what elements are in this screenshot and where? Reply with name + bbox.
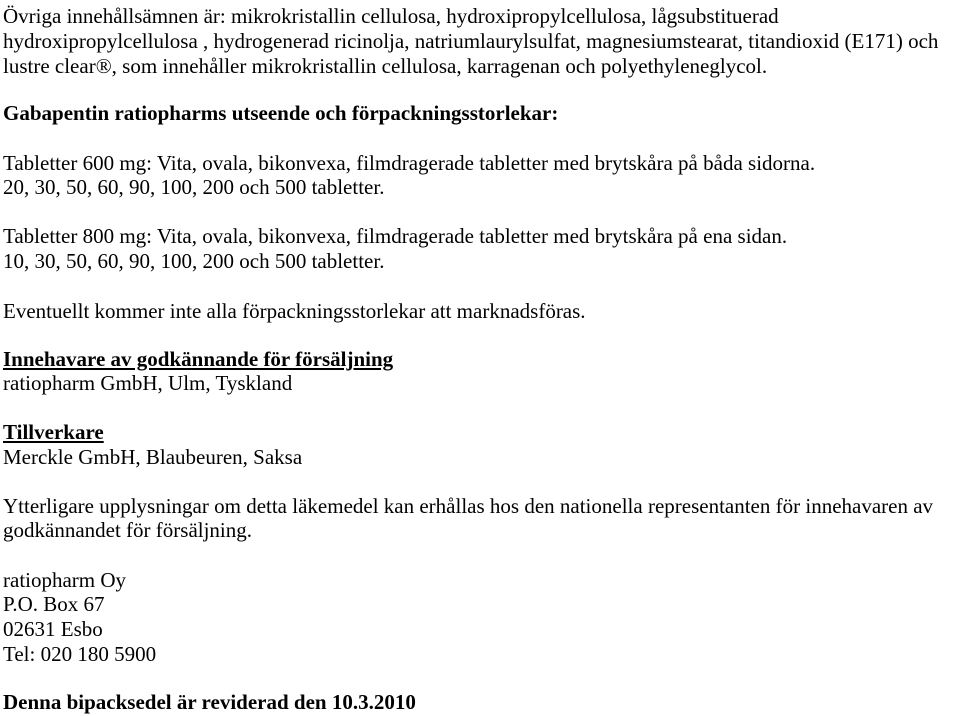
tablet-800-description: Tabletter 800 mg: Vita, ovala, bikonvexa, filmdragerade tabletter med brytskåra på ena sidan.: [3, 224, 788, 248]
manufacturer-heading: Tillverkare: [3, 420, 104, 444]
appearance-heading: Gabapentin ratiopharms utseende och förpackningsstorlekar:: [3, 101, 559, 125]
manufacturer-text: Merckle GmbH, Blaubeuren, Saksa: [3, 445, 303, 469]
info-line: godkännandet för försäljning.: [3, 518, 253, 542]
ingredients-line: Övriga innehållsämnen är: mikrokristallin cellulosa, hydroxipropylcellulosa, lågsubstituerad: [3, 4, 779, 28]
holder-text: ratiopharm GmbH, Ulm, Tyskland: [3, 371, 293, 395]
address-city: 02631 Esbo: [3, 617, 103, 641]
address-name: ratiopharm Oy: [3, 568, 127, 592]
ingredients-line: lustre clear®, som innehåller mikrokristallin cellulosa, karragenan och polyethyleneglycol.: [3, 54, 768, 78]
ingredients-line: hydroxipropylcellulosa , hydrogenerad ricinolja, natriumlaurylsulfat, magnesiumstearat, titandioxid (E171) och: [3, 29, 939, 53]
address-phone: Tel: 020 180 5900: [3, 642, 157, 666]
tablet-600-description: Tabletter 600 mg: Vita, ovala, bikonvexa, filmdragerade tabletter med brytskåra på båda sidorna.: [3, 151, 816, 175]
tablet-800-pack-sizes: 10, 30, 50, 60, 90, 100, 200 och 500 tabletter.: [3, 249, 385, 273]
holder-heading: Innehavare av godkännande för försäljning: [3, 347, 394, 371]
address-box: P.O. Box 67: [3, 592, 105, 616]
marketing-note: Eventuellt kommer inte alla förpackningsstorlekar att marknadsföras.: [3, 299, 586, 323]
tablet-600-pack-sizes: 20, 30, 50, 60, 90, 100, 200 och 500 tabletter.: [3, 175, 385, 199]
info-line: Ytterligare upplysningar om detta läkemedel kan erhållas hos den nationella representanten för innehavaren av: [3, 494, 934, 518]
revision-date: Denna bipacksedel är reviderad den 10.3.2010: [3, 690, 416, 714]
